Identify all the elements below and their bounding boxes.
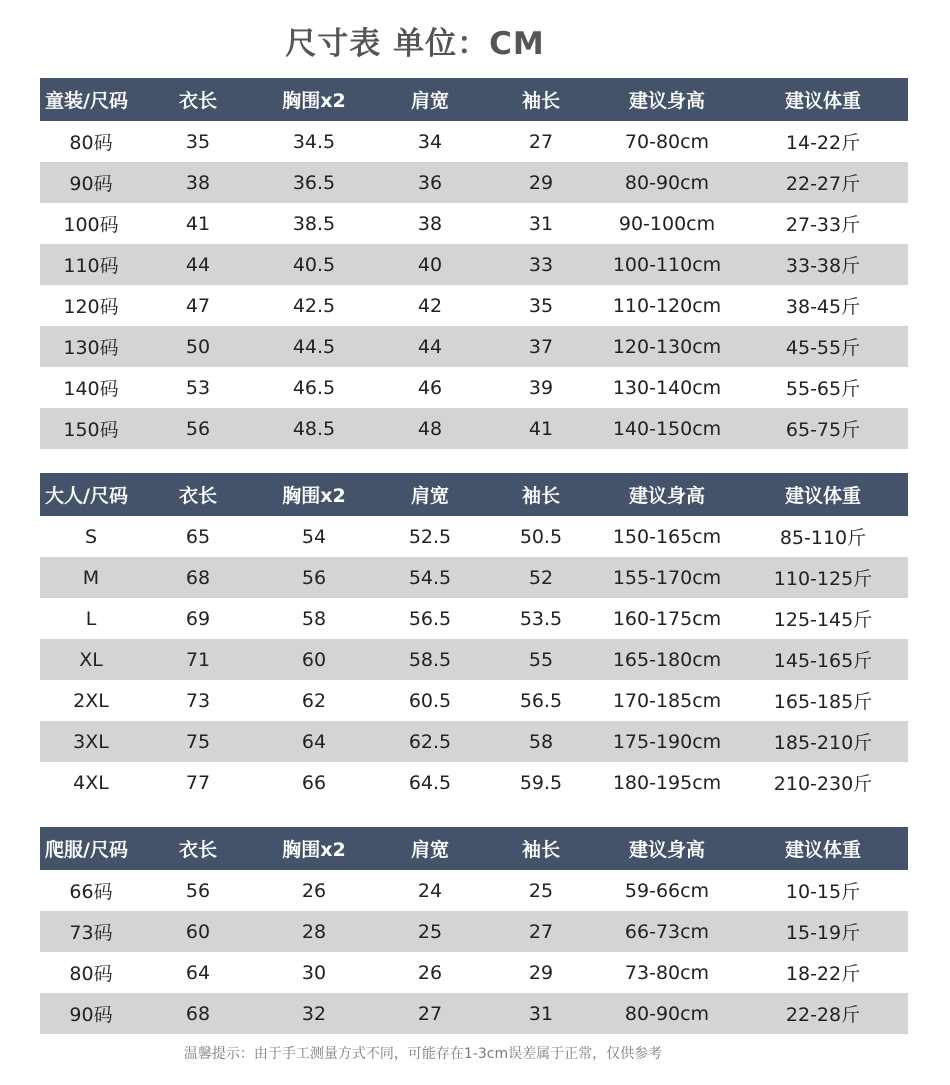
table-row [40, 870, 908, 911]
weight-cell: 38-45斤 [785, 296, 861, 318]
romper-size-table [40, 827, 908, 1034]
length-cell: 56 [185, 417, 211, 440]
shoulder-cell: 26 [417, 961, 443, 984]
chest-cell: 34.5 [292, 130, 336, 153]
shoulder-cell: 54.5 [408, 566, 452, 589]
table-row [40, 639, 908, 680]
header-size-label: 大人/尺码 [45, 485, 128, 507]
shoulder-cell: 27 [417, 1002, 443, 1025]
height-cell: 155-170cm [612, 566, 722, 589]
shoulder-cell: 42 [417, 294, 443, 317]
table-row [40, 911, 908, 952]
chest-cell: 44.5 [292, 335, 336, 358]
table-header-row [40, 78, 908, 121]
kids-size-table [40, 78, 908, 449]
sleeve-cell: 41 [528, 417, 554, 440]
chest-cell: 26 [301, 879, 327, 902]
size-cell: 100码 [63, 214, 119, 236]
chest-cell: 40.5 [292, 253, 336, 276]
table-row [40, 285, 908, 326]
size-cell: 120码 [63, 296, 119, 318]
height-cell: 66-73cm [624, 920, 710, 943]
shoulder-cell: 36 [417, 171, 443, 194]
weight-cell: 27-33斤 [785, 214, 861, 236]
size-cell: 73码 [69, 922, 113, 944]
header-weight: 建议体重 [784, 485, 861, 507]
weight-cell: 55-65斤 [785, 378, 861, 400]
footer-note: 温馨提示：由于手工测量方式不同，可能存在1-3cm误差属于正常，仅供参考 [183, 1046, 663, 1062]
shoulder-cell: 48 [417, 417, 443, 440]
weight-cell: 33-38斤 [785, 255, 861, 277]
height-cell: 73-80cm [624, 961, 710, 984]
header-weight: 建议体重 [784, 839, 861, 861]
size-cell: 4XL [73, 771, 109, 794]
sleeve-cell: 35 [528, 294, 554, 317]
header-shoulder: 肩宽 [410, 485, 449, 507]
sleeve-cell: 33 [528, 253, 554, 276]
weight-cell: 45-55斤 [785, 337, 861, 359]
chest-cell: 64 [301, 730, 327, 753]
chest-cell: 58 [301, 607, 327, 630]
height-cell: 165-180cm [612, 648, 722, 671]
shoulder-cell: 40 [417, 253, 443, 276]
sleeve-cell: 53.5 [519, 607, 563, 630]
length-cell: 71 [185, 648, 211, 671]
chest-cell: 36.5 [292, 171, 336, 194]
shoulder-cell: 24 [417, 879, 443, 902]
size-cell: XL [79, 648, 103, 671]
sleeve-cell: 58 [528, 730, 554, 753]
sleeve-cell: 39 [528, 376, 554, 399]
weight-cell: 65-75斤 [785, 419, 861, 441]
table-row [40, 408, 908, 449]
height-cell: 160-175cm [612, 607, 722, 630]
weight-cell: 185-210斤 [773, 732, 873, 754]
length-cell: 65 [185, 525, 211, 548]
header-height: 建议身高 [628, 90, 705, 112]
table-row [40, 598, 908, 639]
length-cell: 56 [185, 879, 211, 902]
sleeve-cell: 25 [528, 879, 554, 902]
shoulder-cell: 34 [417, 130, 443, 153]
length-cell: 75 [185, 730, 211, 753]
chest-cell: 42.5 [292, 294, 336, 317]
header-chest: 胸围x2 [282, 839, 346, 861]
shoulder-cell: 60.5 [408, 689, 452, 712]
size-cell: M [82, 566, 100, 589]
table-row [40, 680, 908, 721]
height-cell: 140-150cm [612, 417, 722, 440]
table-row [40, 721, 908, 762]
sleeve-cell: 37 [528, 335, 554, 358]
length-cell: 73 [185, 689, 211, 712]
length-cell: 47 [185, 294, 211, 317]
height-cell: 175-190cm [612, 730, 722, 753]
length-cell: 35 [185, 130, 211, 153]
height-cell: 120-130cm [612, 335, 722, 358]
table-row [40, 203, 908, 244]
header-length: 衣长 [178, 90, 217, 112]
size-cell: 3XL [73, 730, 109, 753]
chest-cell: 32 [301, 1002, 327, 1025]
size-cell: 140码 [63, 378, 119, 400]
chest-cell: 62 [301, 689, 327, 712]
sleeve-cell: 59.5 [519, 771, 563, 794]
header-size-label: 爬服/尺码 [45, 839, 128, 861]
sleeve-cell: 27 [528, 130, 554, 153]
length-cell: 68 [185, 1002, 211, 1025]
shoulder-cell: 52.5 [408, 525, 452, 548]
chest-cell: 66 [301, 771, 327, 794]
table-row [40, 326, 908, 367]
chest-cell: 54 [301, 525, 327, 548]
height-cell: 170-185cm [612, 689, 722, 712]
header-sleeve: 袖长 [521, 90, 560, 112]
size-cell: 150码 [63, 419, 119, 441]
sleeve-cell: 56.5 [519, 689, 563, 712]
shoulder-cell: 38 [417, 212, 443, 235]
chest-cell: 46.5 [292, 376, 336, 399]
table-row [40, 557, 908, 598]
sleeve-cell: 27 [528, 920, 554, 943]
page-title: 尺寸表 单位：CM [285, 26, 545, 62]
table-row [40, 367, 908, 408]
table-header-row [40, 473, 908, 516]
table-row [40, 516, 908, 557]
length-cell: 44 [185, 253, 211, 276]
shoulder-cell: 58.5 [408, 648, 452, 671]
chest-cell: 28 [301, 920, 327, 943]
height-cell: 130-140cm [612, 376, 722, 399]
weight-cell: 210-230斤 [773, 773, 873, 795]
size-cell: 2XL [73, 689, 109, 712]
table-row [40, 762, 908, 803]
chest-cell: 30 [301, 961, 327, 984]
weight-cell: 110-125斤 [773, 568, 873, 590]
header-chest: 胸围x2 [282, 485, 346, 507]
shoulder-cell: 25 [417, 920, 443, 943]
header-shoulder: 肩宽 [410, 839, 449, 861]
size-cell: 80码 [69, 132, 113, 154]
chest-cell: 60 [301, 648, 327, 671]
shoulder-cell: 56.5 [408, 607, 452, 630]
sleeve-cell: 29 [528, 171, 554, 194]
weight-cell: 22-27斤 [785, 173, 861, 195]
chest-cell: 38.5 [292, 212, 336, 235]
header-chest: 胸围x2 [282, 90, 346, 112]
length-cell: 53 [185, 376, 211, 399]
size-cell: L [85, 607, 97, 630]
height-cell: 110-120cm [612, 294, 722, 317]
height-cell: 90-100cm [618, 212, 716, 235]
weight-cell: 14-22斤 [785, 132, 861, 154]
height-cell: 80-90cm [624, 171, 710, 194]
height-cell: 70-80cm [624, 130, 710, 153]
size-cell: 90码 [69, 173, 113, 195]
weight-cell: 145-165斤 [773, 650, 873, 672]
table-row [40, 121, 908, 162]
weight-cell: 15-19斤 [785, 922, 861, 944]
table-row [40, 244, 908, 285]
header-size-label: 童装/尺码 [45, 90, 128, 112]
sleeve-cell: 50.5 [519, 525, 563, 548]
table-row [40, 952, 908, 993]
sleeve-cell: 31 [528, 212, 554, 235]
weight-cell: 85-110斤 [779, 527, 867, 549]
length-cell: 64 [185, 961, 211, 984]
height-cell: 150-165cm [612, 525, 722, 548]
header-shoulder: 肩宽 [410, 90, 449, 112]
shoulder-cell: 44 [417, 335, 443, 358]
length-cell: 68 [185, 566, 211, 589]
header-height: 建议身高 [628, 485, 705, 507]
table-header-row [40, 827, 908, 870]
header-sleeve: 袖长 [521, 485, 560, 507]
sleeve-cell: 31 [528, 1002, 554, 1025]
height-cell: 59-66cm [624, 879, 710, 902]
length-cell: 41 [185, 212, 211, 235]
size-cell: S [84, 525, 98, 548]
header-length: 衣长 [178, 839, 217, 861]
size-cell: 80码 [69, 963, 113, 985]
weight-cell: 22-28斤 [785, 1004, 861, 1026]
weight-cell: 10-15斤 [785, 881, 861, 903]
weight-cell: 165-185斤 [773, 691, 873, 713]
sleeve-cell: 52 [528, 566, 554, 589]
size-cell: 90码 [69, 1004, 113, 1026]
header-sleeve: 袖长 [521, 839, 560, 861]
length-cell: 77 [185, 771, 211, 794]
table-row [40, 162, 908, 203]
length-cell: 50 [185, 335, 211, 358]
shoulder-cell: 64.5 [408, 771, 452, 794]
length-cell: 60 [185, 920, 211, 943]
chest-cell: 56 [301, 566, 327, 589]
sleeve-cell: 29 [528, 961, 554, 984]
height-cell: 180-195cm [612, 771, 722, 794]
length-cell: 38 [185, 171, 211, 194]
height-cell: 80-90cm [624, 1002, 710, 1025]
header-height: 建议身高 [628, 839, 705, 861]
length-cell: 69 [185, 607, 211, 630]
header-length: 衣长 [178, 485, 217, 507]
shoulder-cell: 62.5 [408, 730, 452, 753]
size-cell: 110码 [63, 255, 119, 277]
adult-size-table [40, 473, 908, 803]
chest-cell: 48.5 [292, 417, 336, 440]
weight-cell: 18-22斤 [785, 963, 861, 985]
header-weight: 建议体重 [784, 90, 861, 112]
height-cell: 100-110cm [612, 253, 722, 276]
table-row [40, 993, 908, 1034]
size-cell: 130码 [63, 337, 119, 359]
weight-cell: 125-145斤 [773, 609, 873, 631]
shoulder-cell: 46 [417, 376, 443, 399]
sleeve-cell: 55 [528, 648, 554, 671]
size-cell: 66码 [69, 881, 113, 903]
